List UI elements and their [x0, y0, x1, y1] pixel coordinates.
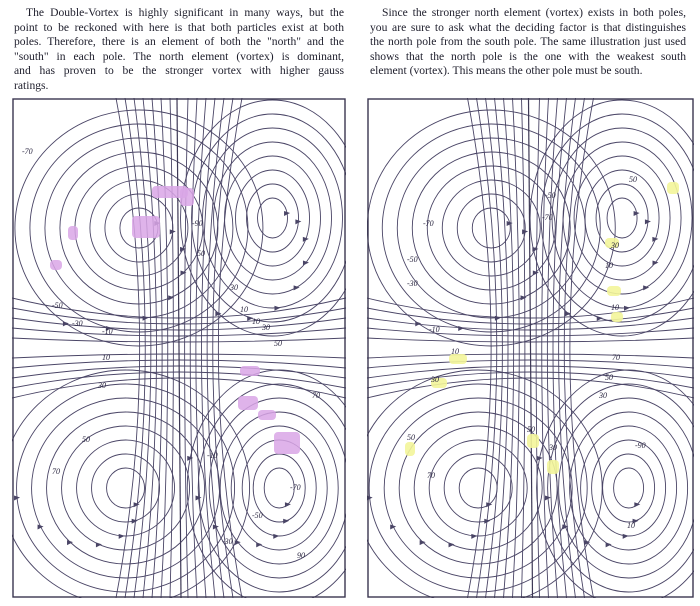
contour-value-label: -50	[545, 191, 556, 200]
vortex-contour	[552, 128, 692, 308]
highlighter-mark	[180, 188, 194, 206]
highlighter-mark	[607, 286, 621, 296]
flow-arrow	[653, 260, 659, 265]
contour-value-label: 10	[240, 305, 248, 314]
contour-value-label: 30	[599, 391, 607, 400]
vortex-contour	[412, 152, 570, 304]
left-line: point to be reckoned with here is that both particles exist at both	[14, 20, 344, 34]
open-field-line	[468, 98, 492, 598]
contour-value-label: 70	[427, 471, 435, 480]
vortex-contour	[192, 114, 346, 322]
contour-value-label: -70	[22, 147, 33, 156]
open-field-line	[486, 98, 503, 598]
vortex-contour	[203, 128, 343, 308]
field-lines	[12, 98, 346, 598]
contour-value-label: 90	[297, 551, 305, 560]
contour-value-label: -10	[207, 451, 218, 460]
highlighter-mark	[405, 442, 415, 456]
open-field-line	[170, 98, 173, 598]
vortex-contour	[559, 398, 694, 578]
contour-value-label: 30	[262, 323, 270, 332]
vortex-contour	[258, 198, 288, 238]
flow-arrow	[533, 270, 539, 275]
left-line: ratings.	[14, 78, 49, 92]
flow-arrow	[449, 542, 455, 547]
open-field-line	[218, 98, 242, 598]
vortex-contour	[187, 370, 346, 598]
field-lines	[367, 98, 694, 598]
flow-arrow	[495, 316, 501, 321]
contour-value-label: 70	[312, 391, 320, 400]
flow-arrow	[624, 306, 630, 311]
open-field-line	[152, 98, 162, 598]
flow-arrow	[143, 316, 149, 321]
flow-arrow	[652, 237, 658, 242]
contour-value-label: 50	[82, 435, 90, 444]
contour-value-label: 50	[197, 249, 205, 258]
highlighter-mark	[667, 182, 679, 194]
right-line: you are sure to ask what the deciding factor is that distinguishes	[370, 20, 686, 34]
vortex-contour	[607, 198, 637, 238]
open-field-line	[207, 98, 224, 598]
contour-value-label: 50	[527, 425, 535, 434]
contour-value-label: 50	[629, 175, 637, 184]
central-axis	[529, 98, 533, 598]
highlighter-mark	[547, 460, 559, 474]
contour-value-label: 10	[627, 521, 635, 530]
right-line: Since the stronger north element (vortex) exists in both poles,	[382, 6, 686, 19]
contour-value-label: 30	[611, 241, 619, 250]
contour-value-label: -50	[407, 255, 418, 264]
open-field-line	[116, 98, 140, 598]
vortex-contour	[32, 398, 220, 578]
contour-value-label: -70	[290, 483, 301, 492]
double-vortex-diagram-right	[367, 98, 694, 598]
contour-value-label: 30	[549, 443, 557, 452]
vortex-contour	[537, 370, 694, 598]
right-paragraph	[370, 6, 686, 79]
contour-value-label: -50	[252, 511, 263, 520]
vortex-contour	[603, 454, 655, 522]
left-paragraph	[14, 6, 344, 94]
highlighter-mark	[274, 432, 300, 454]
highlighter-mark	[132, 216, 160, 238]
flow-arrow	[606, 542, 612, 547]
open-field-line	[196, 98, 206, 598]
flow-arrow	[38, 524, 44, 529]
highlighter-mark	[258, 410, 276, 420]
contour-value-label: -10	[102, 327, 113, 336]
right-line: element (vortex). This means the other pole must be south.	[370, 64, 643, 78]
flow-arrow	[521, 295, 527, 300]
contour-value-label: -30	[72, 319, 83, 328]
flow-arrow	[303, 260, 309, 265]
contour-value-label: -70	[423, 219, 434, 228]
contour-value-label: 70	[612, 353, 620, 362]
flow-arrow	[256, 542, 262, 547]
highlighter-mark	[68, 226, 78, 240]
vortex-contour	[614, 468, 644, 508]
vortex-contour	[457, 194, 525, 262]
vortex-contour	[17, 384, 235, 592]
vortex-contour	[225, 156, 321, 280]
vortex-contour	[209, 398, 346, 578]
contour-value-label: -70	[542, 213, 553, 222]
contour-value-label: 30	[230, 283, 238, 292]
field-lines-figure-left	[12, 98, 346, 598]
vortex-contour	[397, 138, 585, 318]
contour-value-label: 30	[98, 381, 106, 390]
contour-value-label: -50	[52, 301, 63, 310]
vortex-contour	[382, 124, 600, 332]
vortex-contour	[581, 426, 677, 550]
flow-arrow	[634, 502, 640, 507]
contour-value-label: -90	[635, 441, 646, 450]
contour-value-label: 30	[431, 375, 439, 384]
flow-arrow	[390, 524, 396, 529]
left-line: poles. Therefore, there is an element of both the "north" and the	[14, 35, 344, 49]
open-field-line	[570, 98, 594, 598]
vortex-contour	[92, 454, 160, 522]
open-field-line	[134, 98, 151, 598]
vortex-contour	[574, 156, 670, 280]
right-line: shows that the north pole is the one with the weakest south	[370, 49, 686, 63]
left-line: The Double-Vortex is highly significant in many ways, but the	[26, 6, 344, 19]
flow-arrow	[181, 270, 187, 275]
contour-value-label: -90	[192, 219, 203, 228]
left-line: and has proven to be the stronger vortex with higher gauss	[14, 64, 344, 78]
vortex-contour	[247, 184, 299, 252]
highlighter-mark	[240, 366, 260, 376]
vortex-contour	[596, 184, 648, 252]
contour-value-label: 10	[611, 303, 619, 312]
vortex-contour	[62, 426, 190, 550]
flow-arrow	[285, 502, 291, 507]
field-lines-figure-right	[367, 98, 694, 598]
highlighter-mark	[238, 396, 258, 410]
contour-value-label: -30	[222, 537, 233, 546]
contour-value-label: 10	[102, 353, 110, 362]
double-vortex-diagram-left	[12, 98, 346, 598]
contour-value-label: 50	[407, 433, 415, 442]
right-line: the north pole from the south pole. The same illustration just used	[370, 35, 686, 49]
contour-value-label: 50	[274, 339, 282, 348]
contour-value-label: 10	[451, 347, 459, 356]
contour-value-label: 10	[252, 317, 260, 326]
contour-value-label: 50	[605, 373, 613, 382]
flow-arrow	[303, 237, 309, 242]
contour-value-label: 10	[605, 261, 613, 270]
highlighter-mark	[527, 434, 539, 448]
left-line: "south" in each pole. The north element (vortex) is dominant,	[14, 49, 344, 63]
highlighter-mark	[611, 312, 623, 322]
contour-value-label: -30	[407, 279, 418, 288]
contour-value-label: -10	[429, 325, 440, 334]
flow-arrow	[132, 519, 138, 524]
flow-arrow	[274, 306, 280, 311]
flow-arrow	[96, 542, 102, 547]
contour-value-label: 70	[52, 467, 60, 476]
highlighter-mark	[50, 260, 62, 270]
vortex-contour	[563, 142, 681, 294]
